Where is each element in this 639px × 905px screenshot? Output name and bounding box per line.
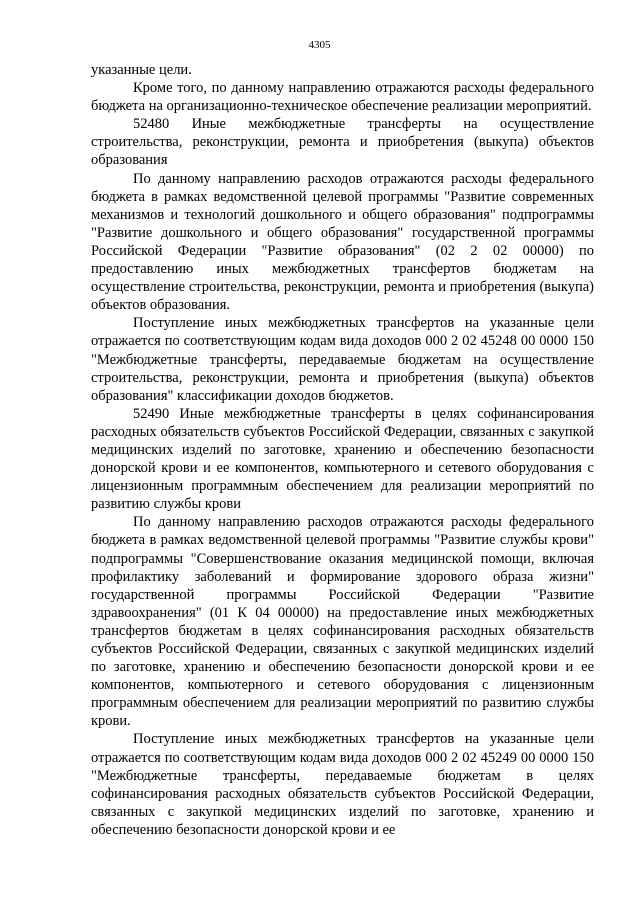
paragraph: Поступление иных межбюджетных трансфертов на указанные цели отражается по соответствующим кодам вида доходов 000 2 02 45249 00 0000 150 "Межбюджетные трансферты, передаваемые бюджетам в целях софинансирования расходных обязательств субъектов Российской Федерации, связанных с закупкой медицинских изделий по заготовке, хранению и обеспечению безопасности донорской крови и ее (91, 731, 594, 838)
paragraph: По данному направлению расходов отражаются расходы федерального бюджета в рамках ведомственной целевой программы "Развитие современных механизмов и технологий дошкольного и общего образования" подпрограммы "Развитие дошкольного и общего образования" государственной программы Российской Федерации "Развитие образования" (02 2 02 00000) по предоставлению иных межбюджетных трансфертов бюджетам на осуществление строительства, реконструкции, ремонта и приобретения (выкупа) объектов образования. (91, 170, 594, 314)
paragraph: Кроме того, по данному направлению отражаются расходы федерального бюджета на организационно-техническое обеспечение реализации мероприятий. (91, 80, 594, 115)
paragraph: указанные цели. (91, 62, 192, 78)
page-number: 4305 (308, 39, 331, 51)
document-body (91, 61, 594, 839)
paragraph: Поступление иных межбюджетных трансфертов на указанные цели отражается по соответствующим кодам вида доходов 000 2 02 45248 00 0000 150 "Межбюджетные трансферты, передаваемые бюджетам на осуществление строительства, реконструкции, ремонта и приобретения (выкупа) объектов образования" классификации доходов бюджетов. (91, 315, 594, 404)
section-heading-52490: 52490 Иные межбюджетные трансферты в целях софинансирования расходных обязательств субъектов Российской Федерации, связанных с закупкой медицинских изделий по заготовке, хранению и обеспечению безопасности донорской крови и ее компонентов, компьютерного и сетевого оборудования с лицензионным программным обеспечением для реализации мероприятий по развитию службы крови (91, 405, 594, 513)
section-heading-52480: 52480 Иные межбюджетные трансферты на осуществление строительства, реконструкции, ремонта и приобретения (выкупа) объектов образования (91, 116, 594, 169)
paragraph: По данному направлению расходов отражаются расходы федерального бюджета в рамках ведомственной целевой программы "Развитие службы крови" подпрограммы "Совершенствование оказания медицинской помощи, включая профилактику заболеваний и формирование здорового образа жизни" государственной программы Российской Федерации "Развитие здравоохранения" (01 К 04 00000) на предоставление иных межбюджетных трансфертов бюджетам в целях софинансирования расходных обязательств субъектов Российской Федерации, связанных с закупкой медицинских изделий по заготовке, хранению и обеспечению безопасности донорской крови и ее компонентов, компьютерного и сетевого оборудования с лицензионным программным обеспечением для реализации мероприятий по развитию службы крови. (91, 514, 594, 730)
